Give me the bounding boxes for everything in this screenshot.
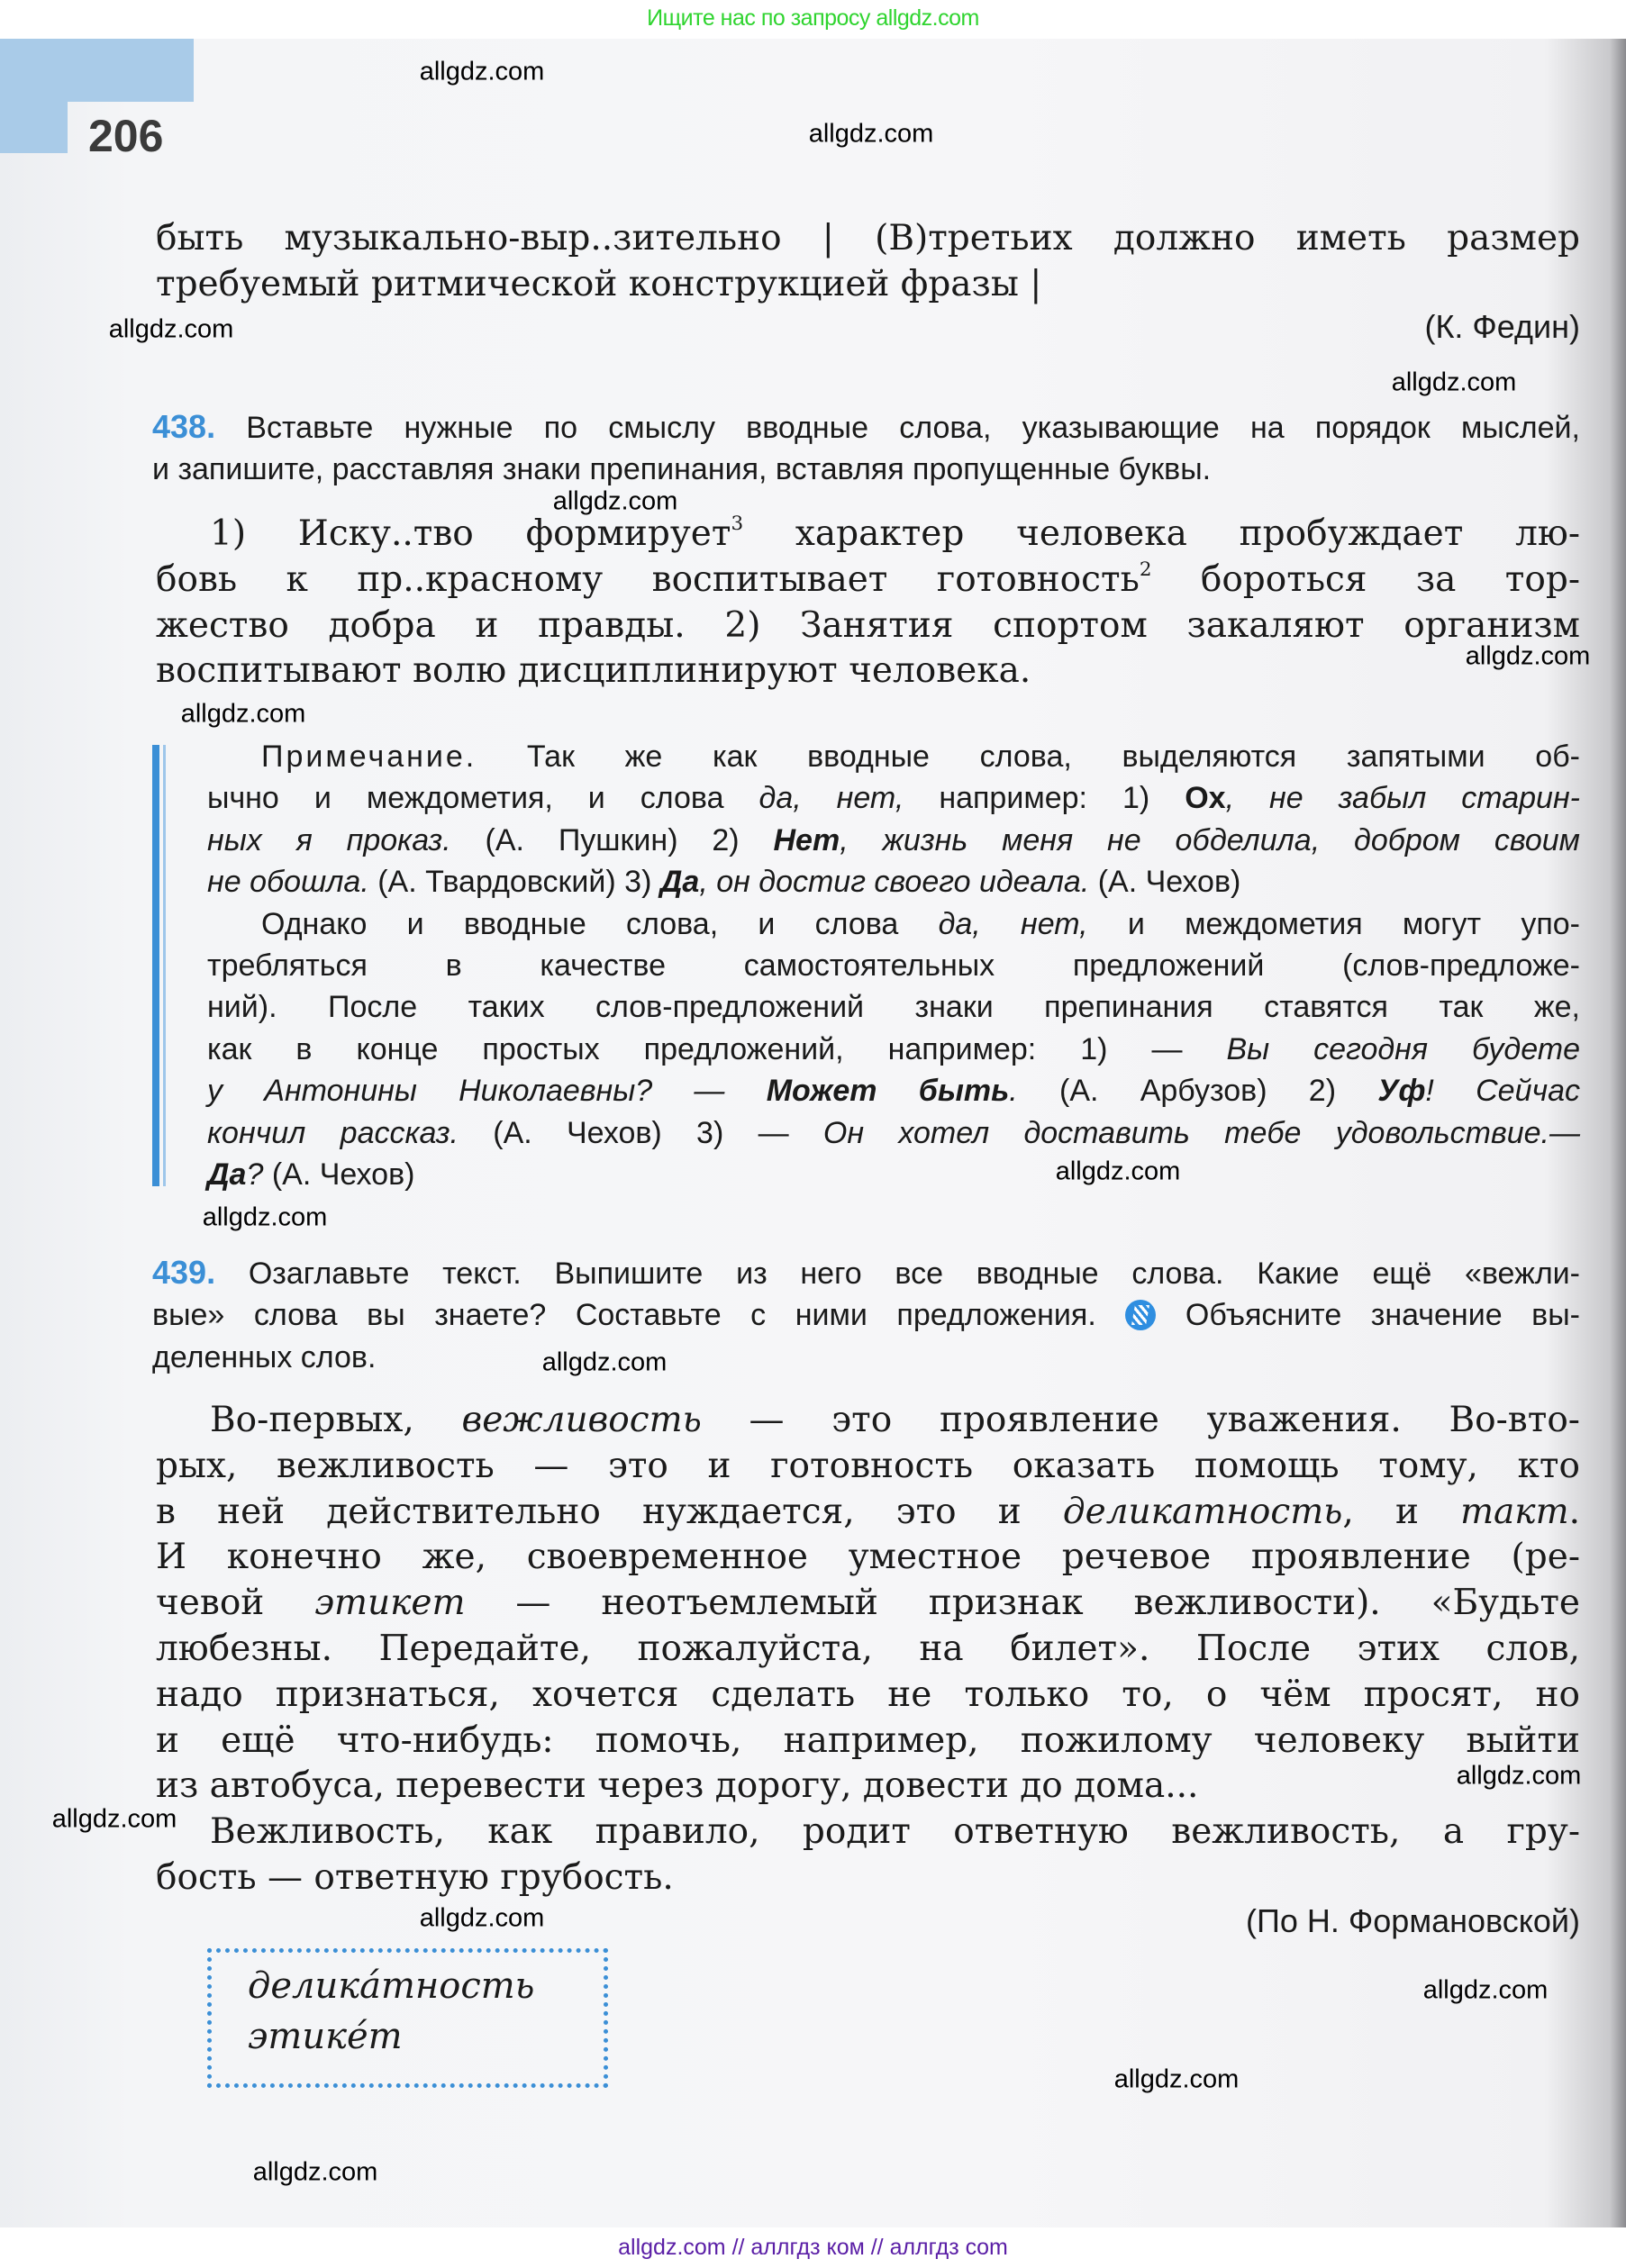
text-segment: Он хотел доставить тебе удовольствие.— — [822, 1115, 1580, 1150]
text-segment: из автобуса, перевести через дорогу, довести до дома... — [156, 1765, 1199, 1807]
text-segment: деликатность — [1062, 1491, 1343, 1532]
text-segment: требляться в качестве самостоятельных предложений (слов-предложе- — [207, 948, 1580, 984]
text-line — [152, 406, 1580, 449]
text-segment: (А. Чехов) — [263, 1157, 415, 1193]
text-segment: И конечно же, своевременное уместное речевое проявление (ре- — [156, 1537, 1580, 1578]
text-segment: такт — [1460, 1491, 1569, 1532]
text-segment: Уф — [1377, 1074, 1426, 1109]
text-line — [207, 777, 1580, 819]
text-line — [152, 449, 1580, 490]
text-segment: Вежливость, как правило, родит ответную вежливость, а гру- — [210, 1811, 1580, 1853]
text-segment: кончил рассказ. — [207, 1115, 459, 1150]
watermark: allgdz.com — [541, 1347, 668, 1377]
watermark: allgdz.com — [1391, 367, 1517, 397]
author-fedin: (К. Федин) — [1424, 308, 1580, 345]
text-segment: Во-первых, — [210, 1400, 462, 1440]
text-segment: Ох — [1185, 781, 1226, 816]
exercise-number: 439. — [152, 1254, 216, 1291]
text-segment: и ещё что-нибудь: помочь, например, пожилому человеку выйти — [156, 1719, 1580, 1761]
text-segment: Так же как вводные слова, выделяются запятыми об- — [477, 739, 1580, 774]
text-segment: ных я проказ. — [207, 822, 451, 857]
text-line — [207, 945, 1580, 986]
text-line — [207, 736, 1580, 777]
watermark: allgdz.com — [1456, 1761, 1582, 1791]
text-segment: — неотъемлемый признак вежливости). «Будьте — [465, 1583, 1580, 1624]
top-banner-text: Ищите нас по запросу allgdz.com — [647, 5, 979, 31]
text-segment: (А. Чехов) 3) — — [458, 1115, 823, 1150]
exercise-438-task — [152, 406, 1580, 491]
text-segment: бость — ответную грубость. — [156, 1856, 674, 1898]
footnote-marker: 2 — [1139, 558, 1152, 581]
note-block — [207, 736, 1580, 1195]
author-formanovskaya: (По Н. Формановской) — [1246, 1902, 1580, 1939]
text-segment: Может быть — [766, 1074, 1010, 1109]
text-segment: Вставьте нужные по смыслу вводные слова, указывающие на порядок мыслей, — [215, 411, 1580, 445]
text-segment: жество добра и правды. 2) Занятия спортом закаляют организм — [156, 604, 1580, 646]
text-line — [207, 903, 1580, 945]
text-segment: , и — [1342, 1491, 1461, 1532]
text-segment: вежливость — [461, 1400, 702, 1440]
text-line — [156, 216, 1580, 262]
watermark: allgdz.com — [1422, 1975, 1549, 2005]
text-line — [156, 1490, 1580, 1536]
text-line — [156, 1444, 1580, 1490]
text-segment: Нет — [773, 822, 840, 857]
vocabulary-word: делика́тность — [248, 1965, 535, 2007]
paragraph — [156, 512, 1580, 694]
text-segment: рых, вежливость — это и готовность оказать помощь тому, кто — [156, 1445, 1580, 1486]
page-number: 206 — [88, 111, 164, 161]
note-accent-bar — [152, 745, 159, 1186]
watermark: allgdz.com — [1055, 1157, 1181, 1186]
watermark: allgdz.com — [419, 57, 545, 86]
exercise-439-task — [152, 1252, 1580, 1378]
text-segment: не обошла. — [207, 865, 369, 900]
text-line — [156, 1719, 1580, 1765]
text-segment: Вы сегодня будете — [1226, 1031, 1580, 1066]
text-segment: любезны. Передайте, пожалуйста, на билет». После этих слов, — [156, 1628, 1580, 1669]
text-segment: этикет — [314, 1583, 466, 1624]
text-line — [156, 262, 1580, 308]
text-segment: ний). После таких слов-предложений знаки препинания ставятся так же, — [207, 990, 1580, 1025]
text-segment: (А. Твардовский) 3) — [368, 865, 660, 900]
text-segment: Да — [659, 865, 700, 900]
text-line — [156, 603, 1580, 649]
text-segment: быть музыкально-выр..зительно | (В)третьих должно иметь размер — [156, 218, 1580, 259]
watermark: allgdz.com — [808, 119, 934, 149]
text-segment: требуемый ритмической конструкцией фразы | — [156, 263, 1042, 304]
paragraph — [152, 406, 1580, 491]
text-segment: (А. Чехов) — [1089, 865, 1241, 900]
text-line — [156, 1627, 1580, 1673]
text-segment: деленных слов. — [152, 1339, 377, 1374]
watermark: allgdz.com — [108, 314, 234, 344]
watermark: allgdz.com — [180, 699, 306, 729]
text-line — [152, 1337, 1580, 1378]
watermark: allgdz.com — [1465, 641, 1591, 671]
text-segment: и запишите, расставляя знаки препинания, вставляя пропущенные буквы. — [152, 452, 1212, 487]
text-segment: Озаглавьте текст. Выпишите из него все вводные слова. Какие ещё «вежли- — [215, 1256, 1580, 1291]
text-segment: Примечание. — [261, 739, 477, 774]
text-segment: да, нет, — [938, 906, 1088, 941]
text-segment: воспитывают волю дисциплинируют человека. — [156, 650, 1031, 692]
text-line — [207, 1029, 1580, 1070]
text-segment: как в конце простых предложений, например: 1) — — [207, 1031, 1227, 1066]
text-segment: . — [1009, 1074, 1018, 1109]
text-line — [207, 861, 1580, 903]
text-segment: Объясните значение вы- — [1156, 1298, 1580, 1333]
text-segment: ычно и междометия, и слова — [207, 781, 759, 816]
text-segment: Да — [207, 1157, 247, 1193]
watermark: allgdz.com — [552, 486, 678, 516]
text-segment: например: 1) — [904, 781, 1185, 816]
watermark: allgdz.com — [252, 2157, 378, 2187]
text-segment: — это проявление уважения. Во-вто- — [701, 1400, 1580, 1440]
watermark: allgdz.com — [419, 1903, 545, 1933]
text-segment: , он достиг своего идеала. — [699, 865, 1090, 900]
text-line — [156, 558, 1580, 603]
bottom-banner — [0, 2227, 1626, 2268]
text-segment: вые» слова вы знаете? Составьте с ними предложения. — [152, 1298, 1126, 1333]
text-line — [156, 1535, 1580, 1581]
exercise-438-text — [156, 512, 1580, 694]
text-line — [156, 1761, 1582, 1810]
text-segment: (А. Пушкин) 2) — [450, 822, 774, 857]
text-line — [156, 1581, 1580, 1627]
text-segment: , жизнь меня не обделила, добром своим — [840, 822, 1580, 857]
text-line — [207, 986, 1580, 1028]
watermark: allgdz.com — [51, 1804, 177, 1834]
paragraph — [156, 1810, 1580, 1901]
pencil-icon — [1125, 1300, 1156, 1330]
text-fragment-fedin — [156, 216, 1580, 308]
text-segment: бовь к пр..красному воспитывает готовность — [156, 558, 1140, 600]
text-line — [156, 1673, 1580, 1719]
text-segment: и междометия могут упо- — [1087, 906, 1580, 941]
paragraph — [207, 903, 1580, 1196]
text-segment: да, нет, — [758, 781, 904, 816]
text-segment: характер человека пробуждает лю- — [743, 513, 1580, 554]
text-segment: 1) Иску..тво формирует — [210, 513, 731, 554]
text-segment: ? — [246, 1157, 264, 1193]
text-line — [152, 1252, 1580, 1294]
text-line — [207, 1112, 1580, 1154]
text-line — [156, 1398, 1580, 1444]
exercise-439-text — [156, 1398, 1580, 1901]
bottom-banner-text: allgdz.com // аллгдз ком // аллгдз com — [618, 2235, 1008, 2260]
page-corner-tab — [0, 39, 194, 102]
paragraph — [207, 736, 1580, 903]
text-segment: (А. Арбузов) 2) — [1017, 1074, 1378, 1109]
exercise-number: 438. — [152, 408, 216, 445]
footnote-marker: 3 — [731, 512, 744, 535]
text-line — [156, 1855, 1580, 1901]
text-segment: . — [1568, 1491, 1580, 1532]
page-corner-tab — [0, 102, 68, 153]
text-line — [207, 1070, 1580, 1111]
paragraph — [156, 216, 1580, 308]
paragraph — [152, 1252, 1580, 1378]
text-segment: чевой — [156, 1583, 315, 1624]
text-segment: надо признаться, хочется сделать не только то, о чём просят, но — [156, 1674, 1580, 1715]
watermark: allgdz.com — [1113, 2064, 1240, 2094]
text-segment: Однако и вводные слова, и слова — [261, 906, 939, 941]
text-segment: ! Сейчас — [1425, 1074, 1580, 1109]
text-line — [156, 512, 1580, 558]
text-segment: бороться за тор- — [1151, 558, 1580, 600]
vocabulary-word: этике́т — [248, 2016, 403, 2057]
text-segment: у Антонины Николаевны? — — [207, 1074, 767, 1109]
text-segment: в ней действительно нуждается, это и — [156, 1491, 1063, 1532]
text-line — [207, 1154, 1580, 1195]
text-line — [152, 1294, 1580, 1336]
text-line — [156, 1810, 1580, 1855]
paragraph — [156, 1398, 1580, 1810]
text-line — [156, 649, 1580, 694]
watermark: allgdz.com — [202, 1202, 328, 1232]
note-accent-bar-light — [163, 745, 166, 1186]
text-segment: , не забыл старин- — [1225, 781, 1580, 816]
top-banner — [0, 0, 1626, 39]
vocabulary-box — [207, 1948, 608, 2088]
text-line — [207, 820, 1580, 861]
